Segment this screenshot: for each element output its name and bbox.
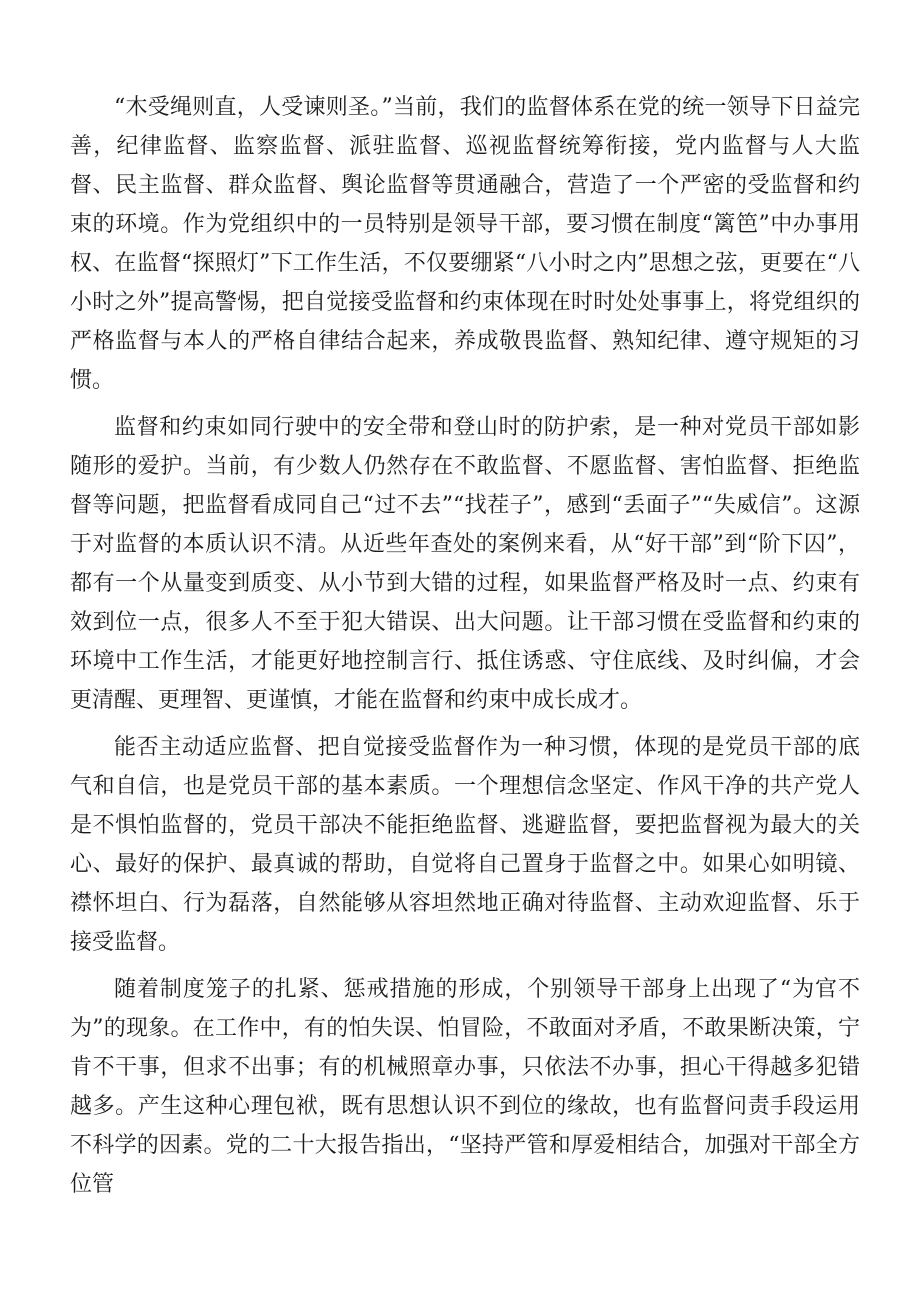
paragraph-1: “木受绳则直，人受谏则圣。”当前，我们的监督体系在党的统一领导下日益完善，纪律监督、监察监督、派驻监督、巡视监督统筹衔接，党内监督与人大监督、民主监督、群众监督、舆论监督等贯通融合，营造了一个严密的受监督和约束的环境。作为党组织中的一员特别是领导干部，要习惯在制度“篱笆”中办事用权、在监督“探照灯”下工作生活，不仅要绷紧“八小时之内”思想之弦，更要在“八小时之外”提高警惕，把自觉接受监督和约束体现在时时处处事事上，将党组织的严格监督与本人的严格自律结合起来，养成敬畏监督、熟知纪律、遵守规矩的习惯。 <box>70 95 860 393</box>
paragraph-3: 能否主动适应监督、把自觉接受监督作为一种习惯，体现的是党员干部的底气和自信，也是党员干部的基本素质。一个理想信念坚定、作风干净的共产党人是不惧怕监督的，党员干部决不能拒绝监督、逃避监督，要把监督视为最大的关心、最好的保护、最真诚的帮助，自觉将自己置身于监督之中。如果心如明镜、襟怀坦白、行为磊落，自然能够从容坦然地正确对待监督、主动欢迎监督、乐于接受监督。 <box>70 735 860 955</box>
paragraph-2: 监督和约束如同行驶中的安全带和登山时的防护索，是一种对党员干部如影随形的爱护。当前，有少数人仍然存在不敢监督、不愿监督、害怕监督、拒绝监督等问题，把监督看成同自己“过不去”“找茬子”，感到“丢面子”“失威信”。这源于对监督的本质认识不清。从近些年查处的案例来看，从“好干部”到“阶下囚”，都有一个从量变到质变、从小节到大错的过程，如果监督严格及时一点、约束有效到位一点，很多人不至于犯大错误、出大问题。让干部习惯在受监督和约束的环境中工作生活，才能更好地控制言行、抵住诱惑、守住底线、及时纠偏，才会更清醒、更理智、更谨慎，才能在监督和约束中成长成才。 <box>70 415 860 713</box>
paragraph-4: 随着制度笼子的扎紧、惩戒措施的形成，个别领导干部身上出现了“为官不为”的现象。在工作中，有的怕失误、怕冒险，不敢面对矛盾，不敢果断决策，宁肯不干事，但求不出事；有的机械照章办事，只依法不办事，担心干得越多犯错越多。产生这种心理包袱，既有思想认识不到位的缘故，也有监督问责手段运用不科学的因素。党的二十大报告指出，“坚持严管和厚爱相结合，加强对干部全方位管 <box>70 977 860 1197</box>
document-body <box>70 88 860 1212</box>
